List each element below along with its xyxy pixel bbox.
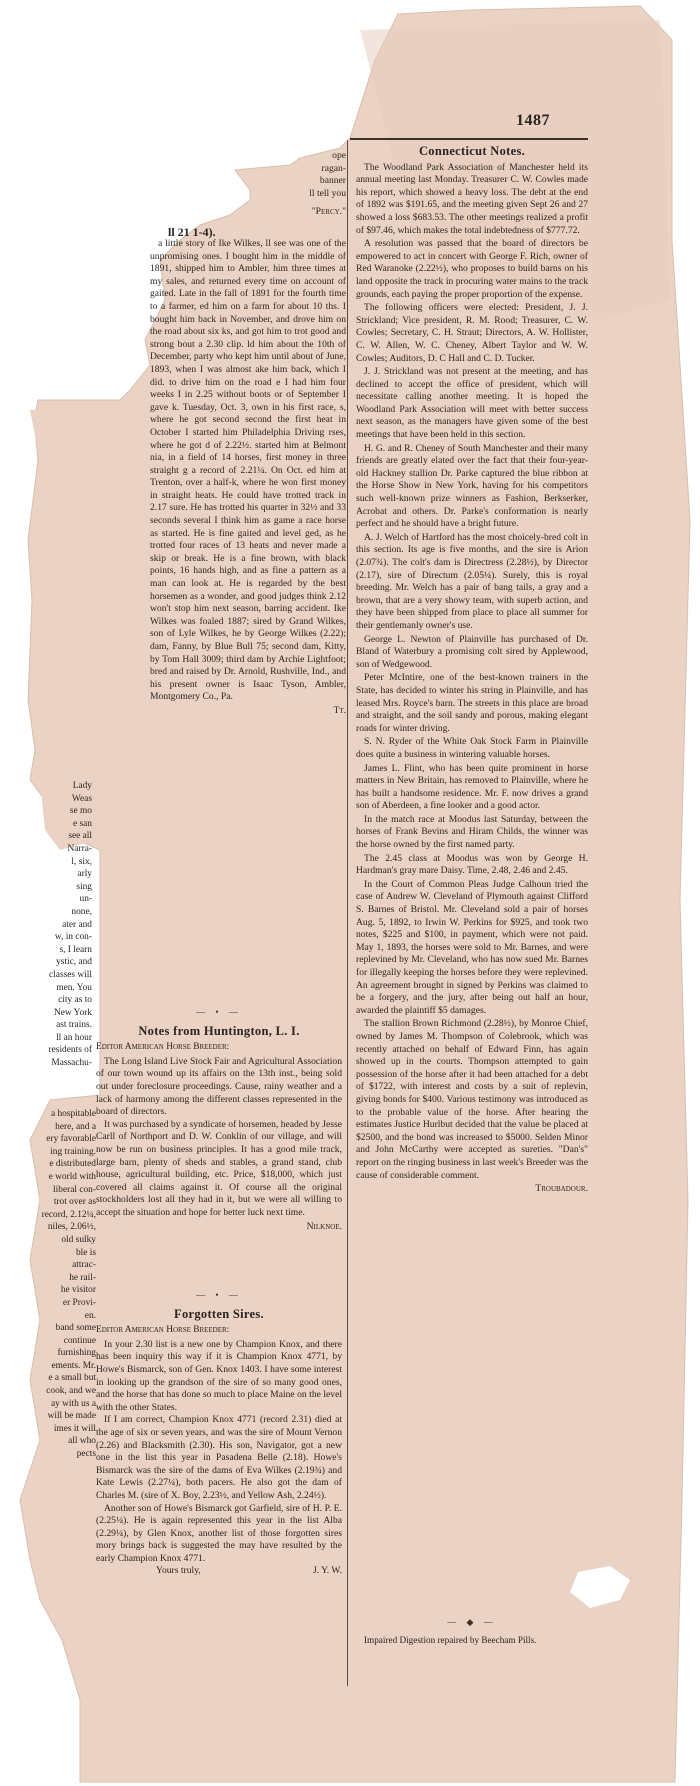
- fragment-line: record, 2.12¼,: [41, 1209, 96, 1220]
- fragment-line: men. You: [56, 982, 92, 993]
- connecticut-signature: Troubadour.: [535, 1183, 588, 1195]
- connecticut-title: Connecticut Notes.: [418, 144, 526, 158]
- margin-fragment-upper: [30, 780, 92, 1070]
- connecticut-paragraph: In the match race at Moodus last Saturday, between the horses of Frank Bevins and Hiram Childs, the winner was the horse owned by the first named party.: [356, 813, 588, 851]
- connecticut-paragraph: S. N. Ryder of the White Oak Stock Farm in Plainville does quite a business in wintering valuable horses.: [356, 736, 588, 760]
- column-rule: [347, 140, 348, 1686]
- connecticut-paragraph: The stallion Brown Richmond (2.28½), by Monroe Chief, owned by James M. Thompson of Colebrook, which was recently attached on behalf of Edward Finn, has again showed up in the courts. Thompson attempted to gain possession of the horse after it had been attached for a debt of $1722, with interest and costs by a suit of replevin, giving bonds for $400. Various testimony was introduced as to the probable value of the horse. After hearing the estimates Justice Hurlbut decided that the value be placed at $2500, and the bond was increased to $5000. Selden Minor and John McCarthy were accepted as sureties. "Dan's" report on the ringing business in last week's Breeder was the cause of considerable comment.: [356, 1018, 588, 1181]
- sires-title: Forgotten Sires.: [174, 1306, 264, 1321]
- torn-article-title: ll 21 1-4).: [168, 225, 216, 239]
- fragment-line: here, and a: [55, 1121, 96, 1132]
- torn-line: ragan-: [321, 162, 346, 174]
- fragment-line: e san: [72, 818, 92, 829]
- fragment-line: city as to: [58, 995, 92, 1006]
- sires-signature: J. Y. W.: [312, 1565, 342, 1577]
- huntington-article: [96, 1002, 342, 1233]
- fragment-line: a hospitable: [50, 1109, 96, 1119]
- fragment-line: s, I learn: [59, 944, 92, 955]
- fragment-line: he rail-: [69, 1272, 96, 1283]
- header-rule: [350, 138, 588, 140]
- fragment-line: arly: [77, 869, 92, 880]
- huntington-paragraph: The Long Island Live Stock Fair and Agricultural Association of our town wound up its affairs on the 13th inst., being sold out under foreclosure proceedings. Cause, rainy weather and a lack of harmony among the different classes represented in the board of directors.: [96, 1055, 342, 1118]
- huntington-editor-line: Editor American Horse Breeder:: [96, 1042, 230, 1053]
- fragment-line: Lady: [72, 781, 92, 791]
- torn-line: ll tell you: [309, 187, 346, 199]
- fragment-line: un-: [79, 894, 92, 905]
- huntington-paragraph: It was purchased by a syndicate of horsemen, headed by Jesse Carll of Northport and D. W. Conklin of our village, and will now be run on business principles. It has a good mile track, large barn, plenty of sheds and stables, a grand stand, club house, agricultural building, etc. Price, $18,000, which just covered all claims against it. Of course all the original stockholders lost all they had in it, but we were all willing to accept the situation and hope for better luck next time.: [96, 1118, 342, 1218]
- fragment-line: e a small but: [48, 1373, 96, 1384]
- huntington-title: Notes from Huntington, L. I.: [138, 1023, 300, 1038]
- torn-line: banner: [319, 175, 346, 187]
- connecticut-paragraph: James L. Flint, who has been quite prominent in horse matters in New Britain, has removed to Plainville, where he has built a handsome residence. Mr. F. now drives a grand son of Aberdeen, a fine looker and a good actor.: [356, 762, 588, 812]
- fragment-line: furnishing: [57, 1348, 96, 1359]
- fragment-line: niles, 2.06½,: [47, 1222, 96, 1233]
- fragment-line: ery favorable: [46, 1134, 96, 1145]
- connecticut-paragraph: H. G. and R. Cheney of South Manchester and their many friends are greatly elated over the fact that their four-year-old Hackney stallion Dr. Parke captured the blue ribbon at the Horse Show in New York, having for his competitors such well-known prize winners as Fashion, Berkserker, Acrobat and others. Dr. Parke's conformation is nearly perfect and he should have a bright future.: [356, 442, 588, 530]
- sires-paragraph: In your 2.30 list is a new one by Champion Knox, and there has been inquiry this way if it is Champion Knox 4771, by Howe's Bismarck, son of Gen. Knox 1403. I have some interest in looking up the grandson of the sire of so many good ones, and the horse that has done so much to place Maine on the level with the other States.: [96, 1338, 342, 1413]
- section-divider: — • —: [196, 1290, 242, 1300]
- huntington-signature: Nilknoe.: [306, 1220, 342, 1232]
- ike-wilkes-story: [150, 238, 346, 718]
- story-signature: Tt.: [333, 704, 346, 716]
- fragment-line: l, six,: [71, 856, 92, 867]
- advert-text: Impaired Digestion repaired by Beecham Pills.: [364, 1635, 537, 1645]
- section-divider: — ◆ —: [447, 1617, 497, 1627]
- fragment-line: ble is: [75, 1247, 96, 1258]
- fragment-line: see all: [68, 831, 92, 842]
- fragment-line: liberal con-: [53, 1184, 96, 1195]
- fragment-line: ll an hour: [56, 1032, 92, 1043]
- fragment-line: ay with us a: [50, 1398, 96, 1409]
- fragment-line: er Provi-: [62, 1297, 96, 1308]
- connecticut-paragraph: The following officers were elected: President, J. J. Strickland; Vice president, R. M. Rood; Treasurer, C. W. Cowles; Secretary, C. H. Straut; Directors, A. W. Hollister, C. W. Allen, W. C. Cheney, Albert Taylor and W. W. Cowles; Auditors, D. C Hall and C. D. Tucker.: [356, 302, 588, 364]
- story-text: a little story of Ike Wilkes, ll see was one of the unpromising ones. I bought him in the middle of 1891, shipped him to Ambler, him three times at my sales, and returned every time on account of gaited. Late in the fall of 1891 for the fourth time to a farmer, ed him on a farm for about 10 ths. I bought him back in November, and drove him on the road about six ks, and got him to trot good and strong bout a 2.30 clip. ld him about the 10th of December, party who kept him until about of June, 1893, when I was almost ake him back, which I did. to drive him on the road e I had him four weeks I in 2.25 without boots or of September I gave k. Tuesday, Oct. 3, own in his first race, s, where he got second second the first heat in October I started him Philadelphia Driving rses, where he got d of 2.22½. started him at Belmont nia, in a field of 14 horses, first money in three straight g a record of 2.21¼. On Oct. ed him at Trenton, over a half-k, where he won first money in straight heats. He could have trotted track in 2.17 sure. He has trotted his quarter in 32½ and 33 seconds several I think him as game a race horse as started. He is fine gaited and level ged, as he trotted four races of 13 heats and never made a skip or break. He is a fine brown, with black points, 16 hands high, and as fine a pattern as a man can look at. He is regarded by the best horsemen as a wonder, and good judges think 2.12 won't stop him next season, barring accident. Ike Wilkes was foaled 1887; sired by Grand Wilkes, son of Lyle Wilkes, he by George Wilkes (2.22); dam, Fanny, by Blue Bull 75; second dam, Kitty, by Tom Hall 3009; third dam by Archie Lightfoot; bred and raised by Dr. Arnold, Rushville, Ind., and his present owner is Isaac Tyson, Ambler, Montgomery Co., Pa.: [150, 238, 346, 703]
- fragment-line: band some: [55, 1323, 96, 1334]
- fragment-line: Weas: [71, 793, 92, 804]
- sires-paragraph: Another son of Howe's Bismarck got Garfield, sire of H. P. E. (2.25¼). He is again represented this year in the list Alba (2.29¼), by Glen Knox, another list of those forgotten sires mory brings back is suggested the may have resulted by the early Champion Knox 4771.: [96, 1502, 342, 1564]
- fragment-line: sing: [76, 881, 92, 892]
- fragment-line: pects: [76, 1449, 96, 1460]
- fragment-line: none,: [71, 906, 92, 917]
- sires-paragraph: If I am correct, Champion Knox 4771 (record 2.31) died at the age of six or seven years, and was the sire of Mount Vernon (2.26) and Blacksmith (2.30). His son, Navigator, got a new one in the list this year in Pasadena Belle (2.18). Howe's Bismarck was the sire of the dams of Eva Wilkes (2.19¾) and Kate Lewis (2.27¼), both pacers. He also got the dam of Charles M. (sire of X. Boy, 2.23½, and Yellow Ash, 2.24½).: [96, 1414, 342, 1501]
- fragment-line: w, in con-: [54, 932, 92, 943]
- fragment-line: old sulky: [61, 1234, 96, 1245]
- margin-fragment-lower: [18, 1108, 96, 1461]
- fragment-line: ing training.: [50, 1146, 96, 1157]
- percy-signature: "Percy.": [311, 206, 346, 218]
- torn-line: ope: [332, 150, 346, 161]
- sires-article: [96, 1285, 342, 1578]
- torn-top-fragment: [258, 150, 346, 219]
- connecticut-paragraph: Peter McIntire, one of the best-known trainers in the State, has decided to winter his string in Plainville, and has leased Mrs. Royce's barn. The streets in this place are broad and straight, and the soil sandy and porous, making elegant roads for winter driving.: [356, 672, 588, 734]
- fragment-line: New York: [53, 1007, 92, 1018]
- fragment-line: cook, and we: [46, 1386, 96, 1397]
- connecticut-paragraph: George L. Newton of Plainville has purchased of Dr. Bland of Waterbury a promising colt sired by Applewood, son of Wedgewood.: [356, 633, 588, 670]
- page-number: 1487: [516, 112, 550, 129]
- fragment-line: en.: [84, 1310, 96, 1321]
- connecticut-paragraph: A. J. Welch of Hartford has the most choicely-bred colt in this section. Its age is five months, and the sire is Arion (2.07¾). The colt's dam is Directress (2.28½), by Director (2.17), sire of Directum (2.05¼). Surely, this is royal breeding. Mr. Welch has a pair of bang tails, a gray and a brown, that are a very showy team, with superb action, and they have been shipped from place to place all summer for their gentlemanly owner's use.: [356, 531, 588, 631]
- fragment-line: classes will: [49, 969, 92, 980]
- connecticut-paragraph: The 2.45 class at Moodus was won by George H. Hardman's gray mare Daisy. Time, 2.48, 2.46 and 2.45.: [356, 852, 588, 877]
- fragment-line: e world with: [48, 1171, 96, 1182]
- connecticut-paragraph: The Woodland Park Association of Manchester held its annual meeting last Monday. Treasurer C. W. Cowles made his report, which showed a heavy loss. The debt at the end of 1892 was $191.65, and the meeting given Sept 26 and 27 showed a loss $683.53. The other meetings realized a profit of $97.46, which makes the total indebtedness of $777.72.: [356, 161, 588, 236]
- section-divider: — • —: [196, 1007, 242, 1017]
- sires-editor-line: Editor American Horse Breeder:: [96, 1325, 230, 1336]
- beecham-advert: [356, 1612, 588, 1646]
- fragment-line: ater and: [62, 919, 92, 930]
- fragment-line: e distributed: [49, 1159, 96, 1170]
- sires-closing: Yours truly,: [156, 1565, 201, 1577]
- fragment-line: he visitor: [60, 1285, 96, 1296]
- fragment-line: all who: [68, 1436, 96, 1447]
- fragment-line: se mo: [69, 806, 92, 817]
- fragment-line: Narra-: [67, 843, 92, 854]
- fragment-line: attrac-: [72, 1260, 96, 1271]
- connecticut-paragraph: In the Court of Common Pleas Judge Calhoun tried the case of Andrew W. Cleveland of Plymouth against Clifford S. Barnes of Bristol. Mr. Cleveland sold a pair of horses Aug. 5, 1892, to Irwin W. Perkins for $925, and took two notes, $225 and $100, in payment, which were not paid. May 1, 1893, the horses were sold to Mr. Barnes, and were replevined by Mr. Cleveland, who has now sued Mr. Barnes for illegally keeping the horses before they were replevined. An agreement brought in signed by Perkins was claimed to be a forgery, and the jury, after being out half an hour, awarded the plaintiff $5 damages.: [356, 878, 588, 1016]
- connecticut-paragraph: J. J. Strickland was not present at the meeting, and has declined to accept the office of president, which will necessitate calling another meeting. It is hoped the Woodland Park Association will meet with better success next season, as the managers have given some of the best meetings that have been held in this section.: [356, 366, 588, 441]
- fragment-line: trot over as: [53, 1197, 96, 1208]
- connecticut-paragraph: A resolution was passed that the board of directors be empowered to act in concert with George F. Rich, owner of Red Waranoke (2.22½), who proposes to build barns on his land opposite the track in procuring water mains to the track grounds, each paying the proper proportion of the expense.: [356, 238, 588, 300]
- fragment-line: imes it will: [53, 1423, 96, 1434]
- fragment-line: ystic, and: [56, 957, 92, 968]
- fragment-line: ast trains.: [56, 1020, 92, 1031]
- fragment-line: continue: [63, 1335, 96, 1346]
- fragment-line: ements. Mr.: [51, 1360, 96, 1371]
- fragment-line: residents of: [48, 1045, 92, 1056]
- fragment-line: will be made: [47, 1411, 96, 1422]
- sires-sign-off: [96, 1565, 342, 1578]
- fragment-line: Massachu-: [51, 1058, 92, 1069]
- connecticut-notes: [356, 145, 588, 1196]
